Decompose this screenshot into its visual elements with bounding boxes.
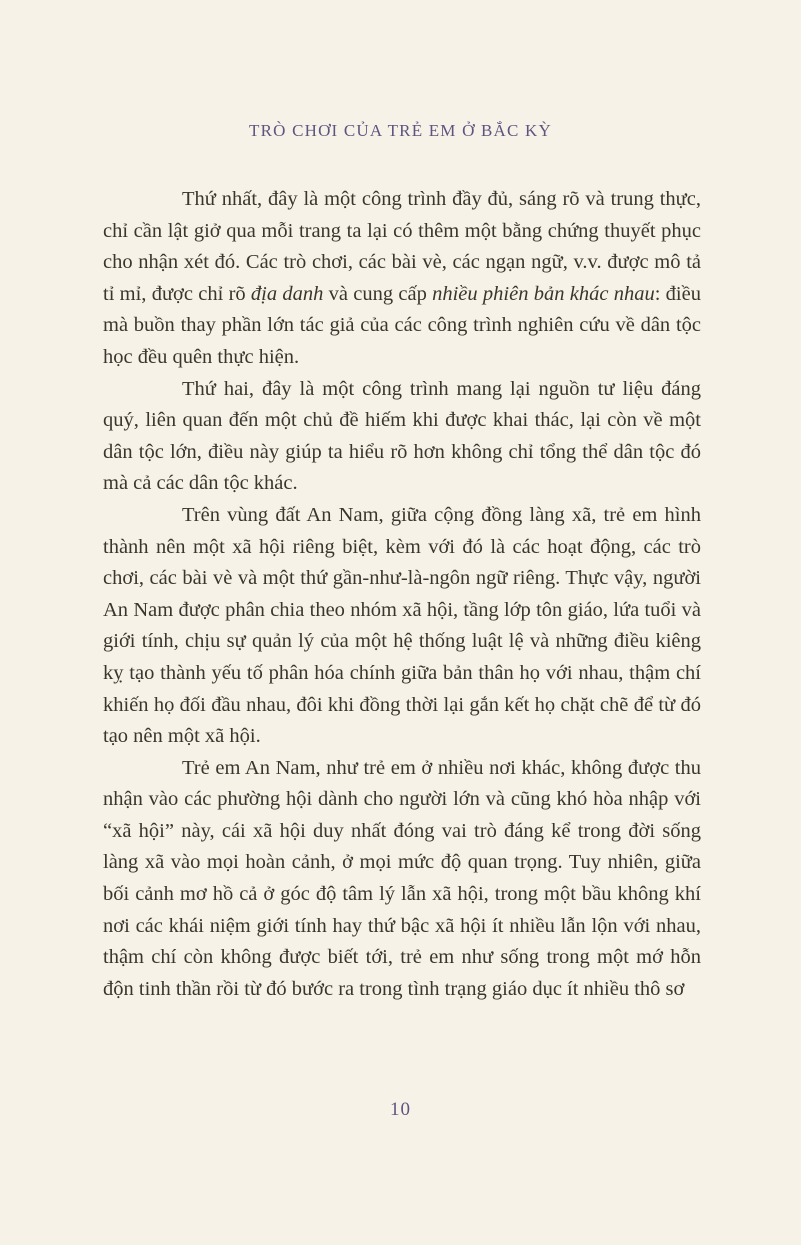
text-run: Thứ nhất, đây là một công trình đầy đủ, sáng rõ và trung thực, chỉ cần lật giở qua mỗi trang ta lại có thêm một bằng chứng thuyết phục cho nhận xét đó. Các trò chơi, các bài vè, các ngạn ngữ, v.v. được mô tả tỉ mỉ, được chỉ rõ [103, 188, 701, 305]
text-run: Trên vùng đất An Nam, giữa cộng đồng làng xã, trẻ em hình thành nên một xã hội riêng biệt, kèm với đó là các hoạt động, các trò chơi, các bài vè và một thứ gần-như-là-ngôn ngữ riêng. Thực vậy, người An Nam được phân chia theo nhóm xã hội, tầng lớp tôn giáo, lứa tuổi và giới tính, chịu sự quản lý của một hệ thống luật lệ và những điều kiêng kỵ tạo thành yếu tố phân hóa chính giữa bản thân họ với nhau, thậm chí khiến họ đối đầu nhau, đôi khi đồng thời lại gắn kết họ chặt chẽ để từ đó tạo nên một xã hội. [103, 503, 701, 748]
italic-text-run: địa danh [250, 282, 324, 305]
italic-text-run: nhiều phiên bản khác nhau [432, 282, 655, 305]
running-head-title: TRÒ CHƠI CỦA TRẺ EM Ở BẮC KỲ [249, 121, 552, 140]
body-text [103, 184, 701, 1005]
text-run: Trẻ em An Nam, như trẻ em ở nhiều nơi khác, không được thu nhận vào các phường hội dành cho người lớn và cũng khó hòa nhập với “xã hội” này, cái xã hội duy nhất đóng vai trò đáng kể trong đời sống làng xã vào mọi hoàn cảnh, ở mọi mức độ quan trọng. Tuy nhiên, giữa bối cảnh mơ hồ cả ở góc độ tâm lý lẫn xã hội, trong một bầu không khí nơi các khái niệm giới tính hay thứ bậc xã hội ít nhiều lẫn lộn với nhau, thậm chí còn không được biết tới, trẻ em như sống trong một mớ hỗn độn tinh thần rồi từ đó bước ra trong tình trạng giáo dục ít nhiều thô sơ [103, 756, 701, 1000]
text-run: : điều mà buồn thay phần lớn tác giả của các công trình nghiên cứu về dân tộc học đều quên thực hiện. [103, 282, 701, 368]
page-number: 10 [390, 1099, 411, 1120]
text-run: Thứ hai, đây là một công trình mang lại nguồn tư liệu đáng quý, liên quan đến một chủ đề hiếm khi được khai thác, lại còn về một dân tộc lớn, điều này giúp ta hiểu rõ hơn không chỉ tổng thể dân tộc đó mà cả các dân tộc khác. [103, 377, 701, 495]
paragraph [103, 184, 701, 374]
text-run: và cung cấp [323, 282, 433, 305]
paragraph [103, 753, 701, 1006]
paragraph [103, 500, 701, 753]
paragraph [103, 374, 701, 500]
